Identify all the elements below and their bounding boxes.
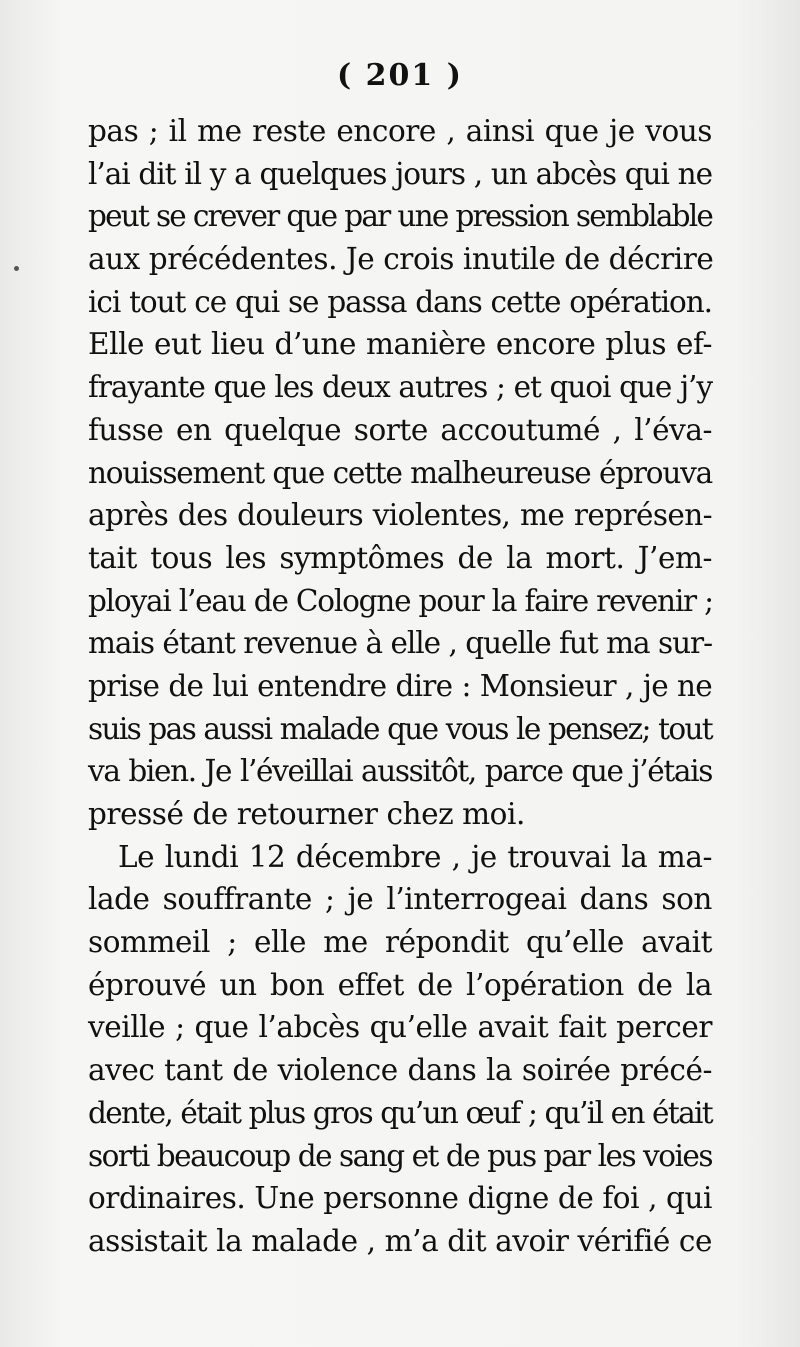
text-line: prise de lui entendre dire : Monsieur , je ne <box>88 668 712 703</box>
text-line: ici tout ce qui se passa dans cette opération. <box>88 284 712 319</box>
paragraph-1 <box>88 110 712 836</box>
text-line: nouissement que cette malheureuse éprouva <box>88 455 712 490</box>
text-line: veille ; que l’abcès qu’elle avait fait percer <box>88 1010 712 1045</box>
text-line: fusse en quelque sorte accoutumé , l’éva- <box>88 412 712 447</box>
text-line: frayante que les deux autres ; et quoi que j’y <box>88 370 712 405</box>
text-line: aux précédentes. Je crois inutile de décrire <box>88 242 714 277</box>
text-line: après des douleurs violentes, me représen- <box>88 498 712 533</box>
body-text <box>88 110 712 1263</box>
text-line: avec tant de violence dans la soirée précé- <box>88 1053 712 1088</box>
text-line: pas ; il me reste encore , ainsi que je vous <box>88 114 712 148</box>
text-line: suis pas aussi malade que vous le pensez; tout <box>88 711 712 746</box>
text-line: peut se crever que par une pression semblable <box>88 199 712 234</box>
text-line: éprouvé un bon effet de l’opération de la <box>88 967 712 1002</box>
paragraph-2 <box>88 836 712 1263</box>
text-line: pressé de retourner chez moi. <box>88 797 525 831</box>
text-line: Le lundi 12 décembre , je trouvai la ma- <box>118 839 712 874</box>
ink-speck <box>14 266 19 271</box>
page-number: ( 201 ) <box>337 58 463 93</box>
text-line: tait tous les symptômes de la mort. J’em- <box>88 540 712 575</box>
text-line: sorti beaucoup de sang et de pus par les voies <box>88 1138 712 1173</box>
text-line: va bien. Je l’éveillai aussitôt, parce que j’étais <box>88 754 712 789</box>
text-line: sommeil ; elle me répondit qu’elle avait <box>88 925 712 960</box>
text-line: lade souffrante ; je l’interrogeai dans son <box>88 882 712 917</box>
text-line: l’ai dit il y a quelques jours , un abcès qui ne <box>88 156 712 191</box>
text-line: dente, était plus gros qu’un œuf ; qu’il en était <box>88 1095 712 1130</box>
text-line: mais étant revenue à elle , quelle fut ma sur- <box>88 626 712 661</box>
text-line: ordinaires. Une personne digne de foi , qui <box>88 1181 712 1216</box>
text-line: assistait la malade , m’a dit avoir vérifié ce <box>88 1223 712 1258</box>
text-line: Elle eut lieu d’une manière encore plus ef- <box>88 327 712 362</box>
text-line: ployai l’eau de Cologne pour la faire revenir ; <box>88 583 713 618</box>
